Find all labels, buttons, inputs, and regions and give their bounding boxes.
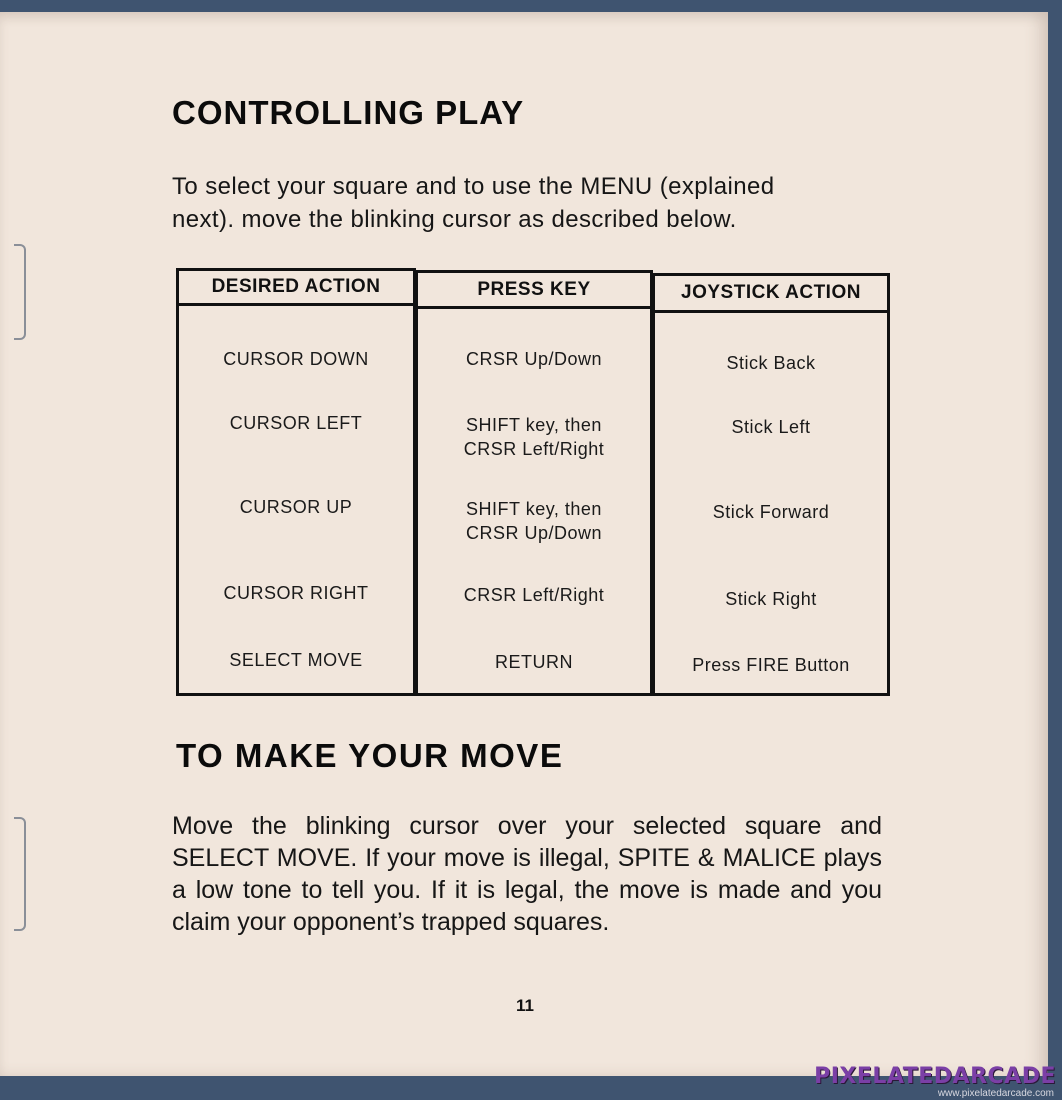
cell-key-4-line-1: CRSR Left/Right	[463, 585, 605, 605]
cell-action-3: CURSOR UP	[239, 497, 353, 517]
cell-joystick-2: Stick Left	[731, 417, 811, 437]
header-press-key: PRESS KEY	[415, 270, 653, 309]
column-desired-action	[176, 268, 416, 696]
cell-key-2	[418, 413, 650, 461]
column-body-desired-action	[176, 303, 416, 696]
cell-key-5-line-1: RETURN	[495, 652, 573, 672]
cell-key-1-line-1: CRSR Up/Down	[465, 349, 603, 369]
staple-bottom	[14, 817, 26, 931]
cell-joystick-4: Stick Right	[725, 589, 817, 609]
controls-table	[176, 268, 890, 696]
cell-key-2-line-2: CRSR Left/Right	[463, 439, 605, 459]
intro-line-1: To select your square and to use the MENU (explained	[172, 173, 775, 200]
cell-key-2-line-1: SHIFT key, then	[466, 415, 602, 435]
column-body-press-key	[415, 306, 653, 696]
column-body-joystick-action	[652, 310, 890, 696]
cell-key-3	[418, 497, 650, 545]
page-number: 11	[516, 996, 534, 1015]
column-press-key	[415, 268, 653, 696]
section-title-make-your-move: TO MAKE YOUR MOVE	[176, 737, 564, 774]
section-title-controlling-play: CONTROLLING PLAY	[172, 94, 525, 131]
cell-action-2: CURSOR LEFT	[229, 413, 363, 433]
column-joystick-action	[652, 268, 890, 696]
header-desired-action: DESIRED ACTION	[176, 268, 416, 306]
cell-key-5	[418, 650, 650, 674]
cell-key-3-line-2: CRSR Up/Down	[465, 523, 603, 543]
watermark-logo: PIXELATEDARCADE	[814, 1064, 1056, 1089]
cell-joystick-1: Stick Back	[726, 353, 816, 373]
staple-top	[14, 244, 26, 340]
cell-joystick-5: Press FIRE Button	[692, 655, 850, 675]
cell-joystick-3: Stick Forward	[712, 502, 830, 522]
make-move-paragraph: Move the blinking cursor over your selected square and SELECT MOVE. If your move is illegal, SPITE & MALICE plays a low tone to tell you. If it is legal, the move is made and you claim your opponent’s trapped squares.	[172, 812, 882, 936]
header-joystick-action: JOYSTICK ACTION	[652, 273, 890, 313]
cell-action-1: CURSOR DOWN	[223, 349, 369, 369]
intro-paragraph	[172, 170, 892, 236]
intro-line-2: next). move the blinking cursor as described below.	[172, 206, 737, 233]
cell-action-5: SELECT MOVE	[229, 650, 363, 670]
cell-key-3-line-1: SHIFT key, then	[466, 499, 602, 519]
cell-key-1	[418, 347, 650, 371]
watermark-url: www.pixelatedarcade.com	[937, 1088, 1054, 1099]
cell-key-4	[418, 583, 650, 607]
cell-action-4: CURSOR RIGHT	[223, 583, 369, 603]
